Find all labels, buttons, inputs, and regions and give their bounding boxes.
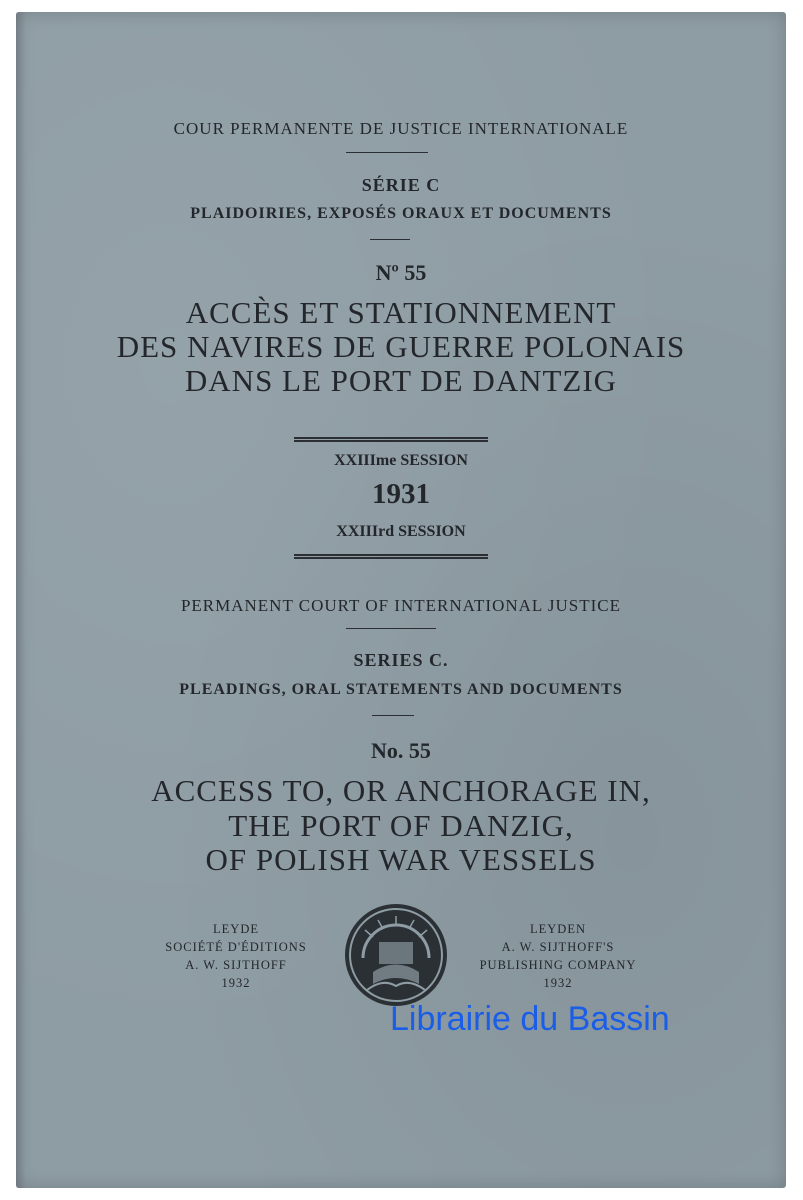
publisher-left-name: SOCIÉTÉ D'ÉDITIONS — [165, 940, 307, 954]
session-fr: XXIIIme SESSION — [334, 452, 468, 469]
divider — [372, 715, 414, 716]
title-fr-line-2: DES NAVIRES DE GUERRE POLONAIS — [116, 329, 686, 364]
series-subtitle-fr: PLAIDOIRIES, EXPOSÉS ORAUX ET DOCUMENTS — [190, 205, 612, 222]
double-rule-top — [294, 437, 488, 442]
title-fr-line-1: ACCÈS ET STATIONNEMENT — [185, 295, 617, 330]
series-fr: SÉRIE C — [361, 175, 441, 195]
publisher-right — [468, 920, 648, 992]
number-en: No. 55 — [371, 738, 431, 763]
publisher-seal-icon — [343, 902, 449, 1008]
title-en-line-3: OF POLISH WAR VESSELS — [205, 842, 597, 877]
number-fr: Nº 55 — [375, 260, 427, 285]
series-subtitle-en: PLEADINGS, ORAL STATEMENTS AND DOCUMENTS — [179, 681, 623, 698]
publisher-left-year: 1932 — [221, 976, 251, 990]
publisher-right-year: 1932 — [543, 976, 573, 990]
year: 1931 — [372, 478, 430, 510]
publisher-left-city: LEYDE — [213, 922, 259, 936]
series-en: SERIES C. — [353, 650, 449, 670]
divider — [346, 152, 428, 153]
title-en-line-2: THE PORT OF DANZIG, — [228, 808, 574, 843]
title-en-line-1: ACCESS TO, OR ANCHORAGE IN, — [151, 773, 651, 808]
publisher-left-firm: A. W. SIJTHOFF — [185, 958, 287, 972]
title-fr-line-3: DANS LE PORT DE DANTZIG — [184, 363, 618, 398]
court-name-fr: COUR PERMANENTE DE JUSTICE INTERNATIONALE — [173, 119, 629, 138]
double-rule-bottom — [294, 554, 488, 559]
divider — [346, 628, 436, 629]
publisher-left — [146, 920, 326, 992]
divider — [370, 239, 410, 240]
court-name-en: PERMANENT COURT OF INTERNATIONAL JUSTICE — [180, 596, 622, 615]
publisher-right-name: PUBLISHING COMPANY — [479, 958, 637, 972]
watermark-text: Librairie du Bassin — [390, 1000, 670, 1038]
session-en: XXIIIrd SESSION — [336, 523, 466, 540]
publisher-right-city: LEYDEN — [530, 922, 586, 936]
publisher-right-firm: A. W. SIJTHOFF'S — [501, 940, 615, 954]
